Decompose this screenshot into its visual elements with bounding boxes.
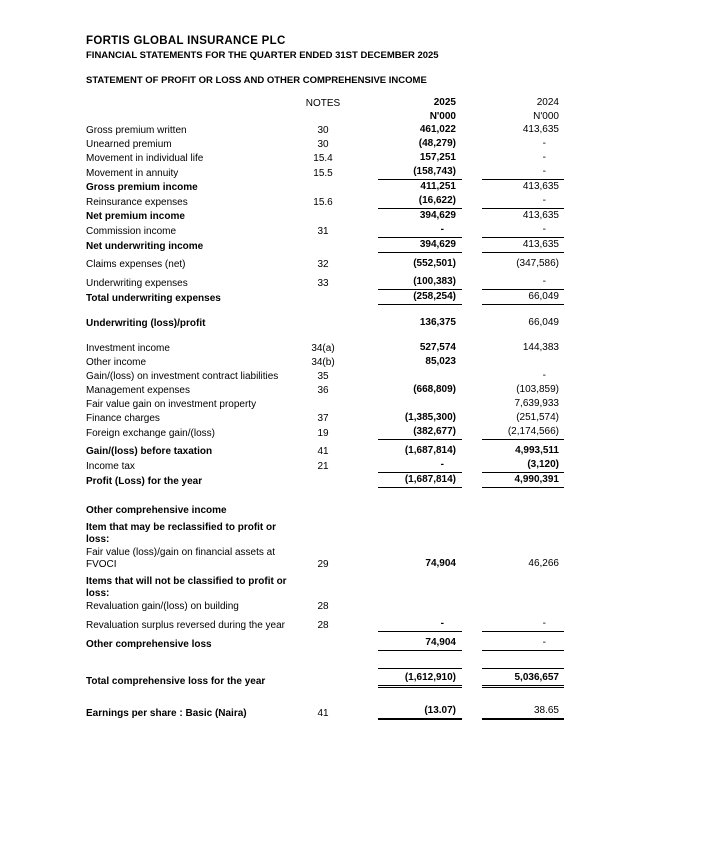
table-row [86,210,646,223]
row-label: Reinsurance expenses [86,197,188,208]
row-note: 21 [317,461,329,472]
table-row [86,138,646,151]
row-note: 28 [317,620,329,631]
row-note: 15.6 [313,197,333,208]
row-value-2024: - [482,224,564,238]
row-note: 29 [317,559,329,570]
row-note: 30 [317,125,329,136]
unit-2024-label: N'000 [533,111,559,122]
row-value-2025: (382,677) [378,426,462,440]
row-note: 28 [317,601,329,612]
table-unit-row [86,111,646,124]
row-value-2024: (347,586) [516,258,559,269]
row-value-2025 [378,612,462,613]
year-2025-column-header: 2025 [433,97,456,108]
row-label: Items that will not be classified to profit or loss: [86,576,287,599]
row-note: 31 [317,226,329,237]
table-row [86,601,646,613]
row-label: Other comprehensive income [86,505,227,516]
row-label: Gross premium income [86,182,198,193]
page-title: STATEMENT OF PROFIT OR LOSS AND OTHER COMPREHENSIVE INCOME [86,75,427,86]
row-value-2025: (1,385,300) [404,412,456,423]
row-label: Fair value (loss)/gain on financial assets at FVOCI [86,547,275,570]
row-value-2024: 66,049 [482,291,564,305]
table-row [86,195,646,209]
row-note: 30 [317,139,329,150]
row-value-2025: 85,023 [425,356,456,367]
row-value-2025: 527,574 [419,342,456,353]
row-value-2025: - [378,618,462,632]
row-value-2025: (258,254) [378,291,462,305]
row-note: 34(a) [311,343,335,354]
row-label: Movement in individual life [86,153,204,164]
row-value-2024: 46,266 [528,558,559,569]
row-value-2025: (1,687,814) [404,445,456,456]
row-value-2024: - [482,166,564,180]
table-row [86,258,646,271]
row-value-2024: 4,993,511 [515,445,559,456]
row-value-2024: - [482,618,564,632]
row-value-2025: 74,904 [378,637,462,651]
row-value-2025: 136,375 [419,317,456,328]
row-value-2025: 411,251 [420,181,456,192]
table-row [86,426,646,440]
table-row [86,370,646,383]
row-label: Underwriting (loss)/profit [86,318,206,329]
table-row [86,459,646,473]
row-label: Gain/(loss) on investment contract liabilities [86,371,279,382]
table-row [86,637,646,651]
row-value-2025: (100,383) [378,276,462,290]
table-row [86,124,646,137]
row-label: Net premium income [86,211,185,222]
table-row [86,445,646,458]
table-row [86,342,646,355]
row-label: Other income [86,357,147,368]
row-label: Earnings per share : Basic (Naira) [86,708,247,719]
row-value-2025: (48,279) [418,138,456,149]
table-row [86,412,646,425]
row-value-2024: 4,990,391 [482,474,564,488]
row-value-2024: 413,635 [522,181,559,192]
row-value-2024: - [542,370,546,381]
row-value-2024: 66,049 [528,317,559,328]
table-row [86,291,646,305]
row-label: Other comprehensive loss [86,639,212,650]
row-note: 15.5 [313,168,333,179]
row-value-2025 [378,599,462,600]
year-2024-column-header: 2024 [536,97,559,108]
row-label: Net underwriting income [86,241,204,252]
row-value-2025 [378,516,462,517]
row-value-2025: (13.07) [378,705,462,720]
table-header-row [86,97,646,110]
table-row [86,166,646,180]
table-row [86,398,646,411]
row-value-2025: 394,629 [378,239,462,253]
row-value-2024 [482,599,564,600]
row-value-2024: 413,635 [522,210,559,221]
row-value-2025: (1,612,910) [378,668,462,688]
row-value-2024: 7,639,933 [514,398,559,409]
row-note: 41 [317,446,329,457]
table-row [86,474,646,488]
table-row [86,705,646,720]
row-value-2025: (16,622) [378,195,462,209]
table-row [86,384,646,397]
statement-period: FINANCIAL STATEMENTS FOR THE QUARTER ENDED 31ST DECEMBER 2025 [86,50,439,61]
row-value-2024: - [542,138,546,149]
row-value-2024: (3,120) [482,459,564,473]
table-row [86,317,646,330]
row-value-2024: - [482,637,564,651]
row-label: Underwriting expenses [86,278,188,289]
row-value-2025 [378,382,462,383]
row-value-2024 [482,368,564,369]
row-value-2024: (103,859) [516,384,559,395]
row-label: Revaluation surplus reversed during the year [86,620,285,631]
row-value-2025: 461,022 [419,124,456,135]
row-note: 36 [317,385,329,396]
row-value-2025: - [378,224,462,238]
row-value-2025: (552,501) [413,258,456,269]
row-label: Gain/(loss) before taxation [86,446,213,457]
table-row [86,547,646,571]
row-value-2025: 394,629 [419,210,456,221]
table-row [86,152,646,165]
row-value-2024: (251,574) [516,412,559,423]
row-note: 33 [317,278,329,289]
row-value-2024 [482,545,564,546]
row-note: 41 [317,708,329,719]
row-value-2024 [482,612,564,613]
unit-2025-label: N'000 [429,111,456,122]
row-label: Item that may be reclassified to profit or loss: [86,522,277,545]
row-value-2025: 74,904 [425,558,456,569]
row-label: Claims expenses (net) [86,259,186,270]
table-row [86,356,646,369]
table-row [86,181,646,194]
table-row [86,618,646,632]
row-value-2024: 38.65 [482,705,564,720]
row-value-2025 [378,410,462,411]
row-value-2025: 157,251 [419,152,456,163]
row-note: 32 [317,259,329,270]
row-value-2025: (1,687,814) [378,474,462,488]
row-value-2025 [378,545,462,546]
financial-statement-table [86,97,646,720]
row-value-2024: - [482,276,564,290]
row-value-2024: - [482,195,564,209]
row-label: Movement in annuity [86,168,179,179]
row-label: Finance charges [86,413,160,424]
row-label: Total underwriting expenses [86,293,221,304]
row-value-2024: (2,174,566) [482,426,564,440]
company-name: FORTIS GLOBAL INSURANCE PLC [86,35,286,47]
row-label: Fair value gain on investment property [86,399,257,410]
table-row [86,239,646,253]
row-note: 15.4 [313,153,333,164]
row-label: Revaluation gain/(loss) on building [86,601,239,612]
row-value-2024 [482,516,564,517]
row-value-2024: 413,635 [482,239,564,253]
row-note: 34(b) [311,357,335,368]
table-row [86,224,646,238]
row-value-2024: 413,635 [522,124,559,135]
row-value-2024: 5,036,657 [482,668,564,688]
row-label: Income tax [86,461,135,472]
row-label: Gross premium written [86,125,187,136]
row-label: Total comprehensive loss for the year [86,676,266,687]
notes-column-header: NOTES [305,98,341,109]
table-row [86,576,646,600]
row-value-2025: (158,743) [378,166,462,180]
table-row [86,668,646,688]
row-value-2025: (668,809) [413,384,456,395]
table-row [86,522,646,546]
row-label: Commission income [86,226,177,237]
row-label: Foreign exchange gain/(loss) [86,428,215,439]
row-label: Profit (Loss) for the year [86,476,203,487]
row-label: Investment income [86,343,170,354]
row-note: 35 [317,371,329,382]
row-value-2024: - [542,152,546,163]
row-note: 19 [317,428,329,439]
table-row [86,505,646,517]
table-body [86,124,646,720]
row-label: Unearned premium [86,139,172,150]
table-row [86,276,646,290]
row-note: 37 [317,413,329,424]
row-label: Management expenses [86,385,190,396]
row-value-2025: - [378,459,462,473]
row-value-2024: 144,383 [522,342,559,353]
